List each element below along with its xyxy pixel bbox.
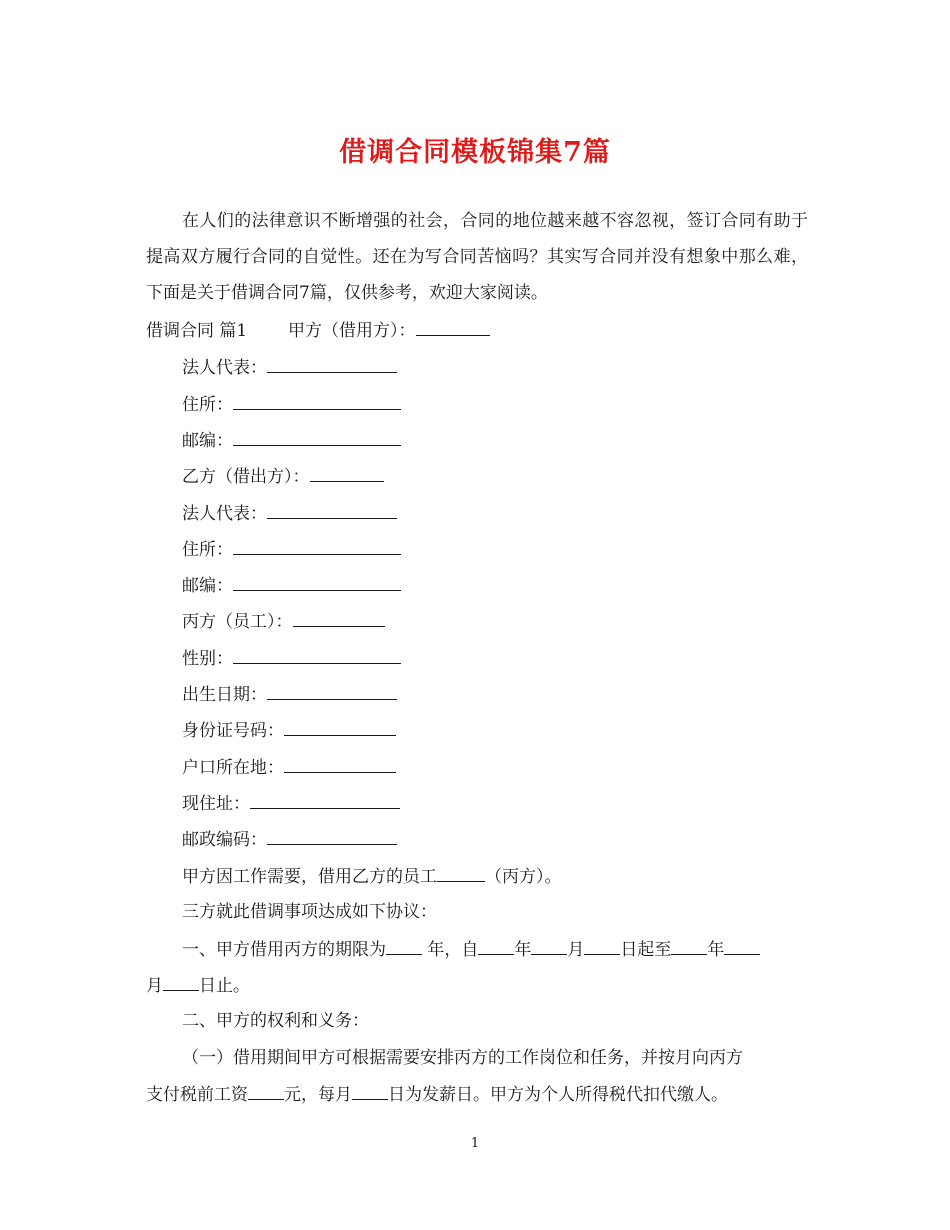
clause1-years-blank	[386, 937, 422, 955]
c-birthdate-line	[182, 682, 397, 707]
a-address-label: 住所：	[182, 395, 233, 415]
b-postcode-label: 邮编：	[182, 576, 233, 596]
clause1-end-year-blank	[671, 937, 707, 955]
c-gender-label: 性别：	[182, 649, 233, 669]
clause1-text-5: 日起至	[620, 940, 672, 960]
clause1-line1	[182, 937, 760, 962]
b-legal-rep-label: 法人代表：	[182, 504, 267, 524]
section-heading-line	[146, 318, 490, 343]
party-a-blank	[416, 318, 490, 336]
c-current-address-blank	[250, 791, 400, 809]
a-legal-rep-label: 法人代表：	[182, 358, 267, 378]
purpose-line	[182, 864, 562, 889]
c-id-number-line	[182, 718, 396, 743]
a-postcode-label: 邮编：	[182, 431, 233, 451]
b-postcode-blank	[233, 573, 401, 591]
c-current-address-line	[182, 791, 400, 816]
party-a-label: 甲方（借用方）：	[288, 321, 416, 341]
intro-paragraph: 在人们的法律意识不断增强的社会，合同的地位越来越不容忽视，签订合同有助于提高双方履行合同的自觉性。还在为写合同苦恼吗？其实写合同并没有想象中那么难，下面是关于借调合同7篇，仅供参考，欢迎大家阅读。	[146, 211, 808, 303]
c-gender-line	[182, 646, 401, 671]
party-b-line	[182, 464, 384, 489]
party-c-line	[182, 609, 385, 634]
document-title: 借调合同模板锦集7篇	[339, 137, 611, 168]
b-legal-rep-line	[182, 501, 397, 526]
clause1-text-6: 年	[707, 940, 725, 960]
c-postal-code-line	[182, 827, 397, 852]
c-id-number-label: 身份证号码：	[182, 721, 284, 741]
c-household-line	[182, 755, 396, 780]
a-legal-rep-line	[182, 355, 397, 380]
c-household-blank	[284, 755, 396, 773]
c-current-address-label: 现住址：	[182, 794, 250, 814]
clause2-sub1-text-1: （一）借用期间甲方可根据需要安排丙方的工作岗位和任务，并按月向丙方	[182, 1048, 743, 1068]
clause1-end-day-blank	[163, 973, 199, 991]
clause2-heading-line	[182, 1009, 369, 1033]
agreement-text: 三方就此借调事项达成如下协议：	[182, 902, 437, 922]
clause2-heading: 二、甲方的权利和义务：	[182, 1011, 369, 1031]
party-b-label: 乙方（借出方）：	[182, 467, 310, 487]
clause1-start-month-blank	[531, 937, 567, 955]
clause1-line2-text-2: 日止。	[199, 976, 250, 996]
clause1-line2	[146, 973, 250, 998]
b-legal-rep-blank	[267, 501, 397, 519]
party-c-blank	[293, 609, 385, 627]
payday-blank	[352, 1082, 388, 1100]
clause1-text-4: 月	[567, 940, 585, 960]
agreement-line	[182, 900, 437, 924]
c-birthdate-label: 出生日期：	[182, 685, 267, 705]
clause1-text-1: 一、甲方借用丙方的期限为	[182, 940, 386, 960]
c-household-label: 户口所在地：	[182, 758, 284, 778]
page-number: 1	[470, 1136, 480, 1151]
clause2-sub1-line2-text-3: 日为发薪日。甲方为个人所得税代扣代缴人。	[388, 1085, 728, 1105]
c-gender-blank	[233, 646, 401, 664]
section-heading: 借调合同 篇1	[146, 321, 248, 341]
clause1-start-year-blank	[478, 937, 514, 955]
clause1-end-month-blank	[724, 937, 760, 955]
b-address-label: 住所：	[182, 540, 233, 560]
c-postal-code-blank	[267, 827, 397, 845]
employee-name-blank	[437, 864, 485, 882]
clause1-line2-text-1: 月	[146, 976, 163, 996]
c-postal-code-label: 邮政编码：	[182, 830, 267, 850]
clause2-sub1-line1	[182, 1046, 743, 1070]
a-address-blank	[233, 392, 401, 410]
purpose-before: 甲方因工作需要，借用乙方的员工	[182, 867, 437, 887]
clause1-start-day-blank	[584, 937, 620, 955]
a-postcode-blank	[233, 428, 401, 446]
b-address-blank	[233, 537, 401, 555]
clause1-text-2: 年，自	[427, 940, 479, 960]
a-address-line	[182, 392, 401, 417]
clause2-sub1-line2	[146, 1082, 728, 1107]
purpose-after: （丙方）。	[485, 867, 562, 887]
clause1-text-3: 年	[514, 940, 532, 960]
c-birthdate-blank	[267, 682, 397, 700]
party-b-blank	[310, 464, 384, 482]
b-postcode-line	[182, 573, 401, 598]
c-id-number-blank	[284, 718, 396, 736]
a-legal-rep-blank	[267, 355, 397, 373]
party-c-label: 丙方（员工）：	[182, 612, 293, 632]
clause2-sub1-line2-text-2: 元，每月	[284, 1085, 352, 1105]
b-address-line	[182, 537, 401, 562]
a-postcode-line	[182, 428, 401, 453]
clause2-sub1-line2-text-1: 支付税前工资	[146, 1085, 248, 1105]
salary-amount-blank	[248, 1082, 284, 1100]
